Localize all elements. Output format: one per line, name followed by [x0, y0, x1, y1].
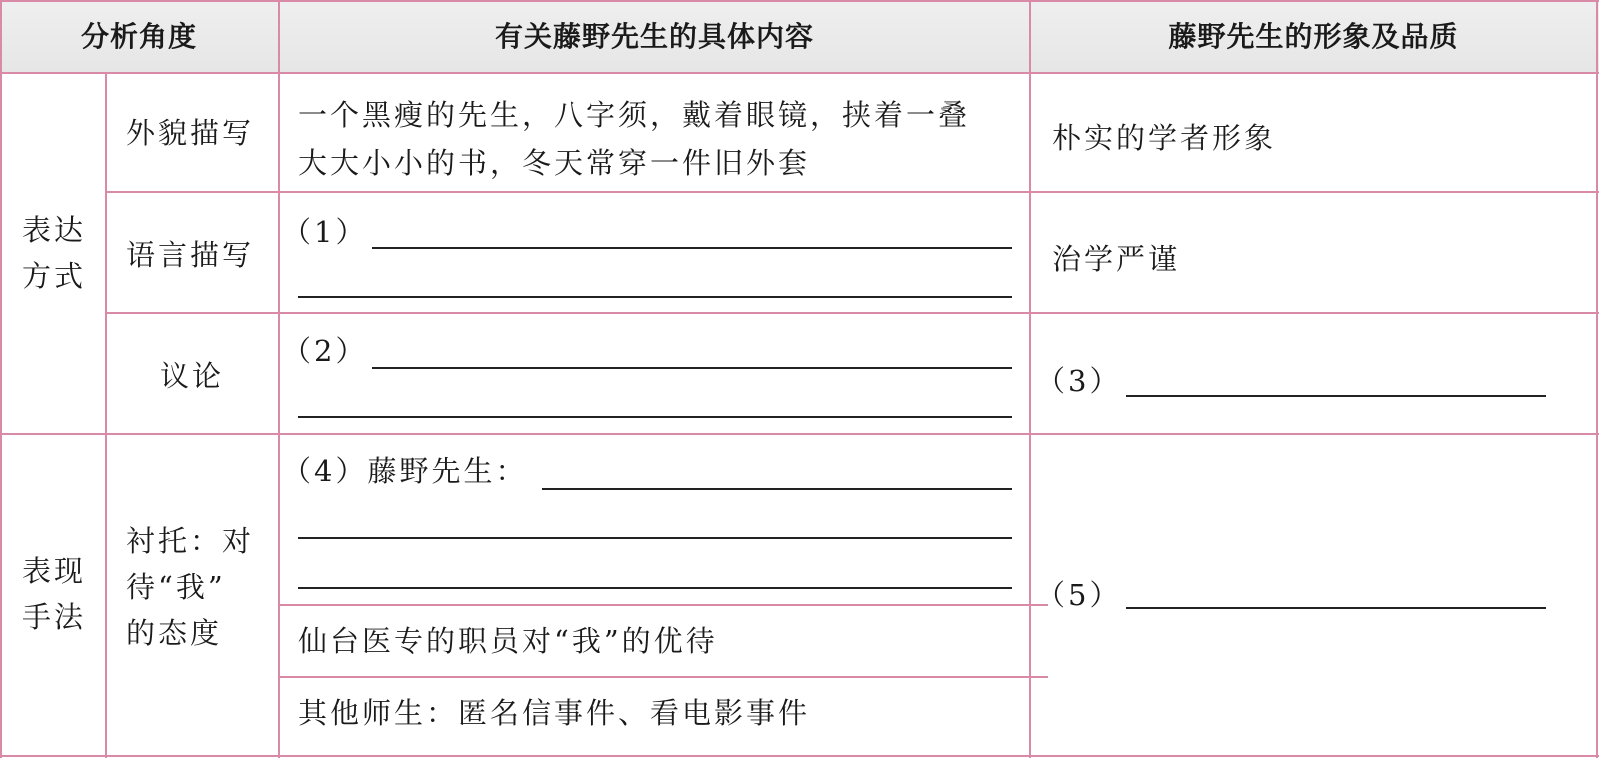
col-divider: [278, 0, 280, 758]
group-technique-line1: 表现: [22, 554, 87, 588]
group-technique-label: [22, 548, 86, 640]
row-label-appearance: 外貌描写: [126, 116, 255, 150]
col-divider: [1029, 0, 1031, 758]
group-expression-line2: 方式: [22, 259, 87, 293]
table-border-bottom: [0, 755, 1599, 757]
contrast-others-text: 其他师生：匿名信事件、看电影事件: [298, 696, 811, 730]
row-divider: [106, 191, 1599, 193]
commentary-blank-number: （2）: [282, 334, 368, 368]
group-technique-line2: 手法: [22, 600, 87, 634]
group-divider: [0, 433, 1599, 435]
answer-line-2b: [298, 416, 1012, 418]
answer-line-5: [1126, 607, 1546, 609]
answer-line-4a: [542, 488, 1012, 490]
row-divider: [279, 604, 1048, 606]
group-expression-line1: 表达: [22, 213, 87, 247]
language-blank-number: （1）: [282, 215, 368, 249]
header-analysis-angle: 分析角度: [80, 20, 197, 53]
answer-line-1b: [298, 296, 1012, 298]
contrast-label-line3: 的态度: [126, 616, 223, 650]
row-label-contrast: [126, 518, 254, 656]
answer-line-2a: [372, 367, 1012, 369]
answer-line-3: [1126, 395, 1546, 397]
table-border-left: [0, 0, 2, 758]
row-divider: [279, 676, 1048, 678]
appearance-content-line1: 一个黑瘦的先生，八字须，戴着眼镜，挟着一叠: [298, 98, 971, 132]
contrast-blank-label: （4）藤野先生：: [282, 454, 528, 488]
row-label-commentary: 议论: [160, 359, 225, 393]
commentary-trait-blank-number: （3）: [1036, 364, 1122, 398]
answer-line-4c: [298, 587, 1012, 589]
appearance-content-line2: 大大小小的书，冬天常穿一件旧外套: [298, 146, 811, 180]
answer-line-4b: [298, 537, 1012, 539]
answer-line-1a: [372, 247, 1012, 249]
appearance-trait: 朴实的学者形象: [1052, 121, 1277, 155]
contrast-staff-text: 仙台医专的职员对“我”的优待: [298, 624, 718, 658]
row-divider: [106, 312, 1599, 314]
contrast-label-line1: 衬托：对: [126, 524, 255, 558]
header-image-quality: 藤野先生的形象及品质: [1168, 20, 1459, 53]
language-trait: 治学严谨: [1052, 242, 1181, 276]
contrast-trait-blank-number: （5）: [1036, 578, 1122, 612]
group-expression-label: [22, 207, 86, 299]
header-content: 有关藤野先生的具体内容: [494, 20, 814, 53]
col-divider: [105, 72, 107, 758]
table-border-right: [1596, 0, 1598, 758]
contrast-label-line2: 待“我”: [126, 570, 226, 604]
row-label-language: 语言描写: [126, 238, 255, 272]
